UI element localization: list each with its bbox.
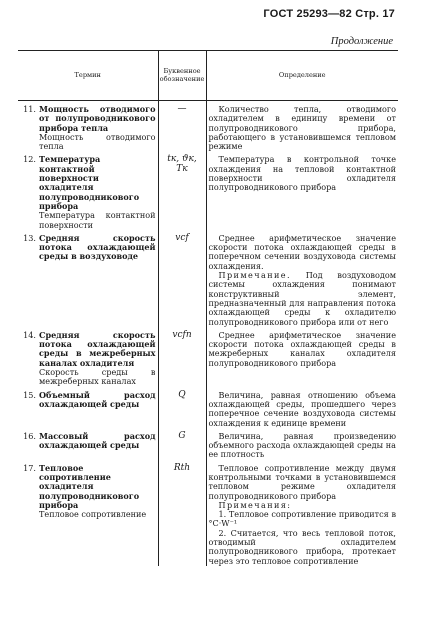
term-name: Объемный расход охлаждающей среды	[39, 389, 156, 409]
page-header: ГОСТ 25293—82 Стр. 17	[263, 8, 395, 20]
term-name: Тепловое сопротивление охладителя полупроводникового прибора	[39, 462, 140, 510]
table-row	[18, 234, 398, 327]
term-name: Массовый расход охлаждающей среды	[39, 430, 156, 451]
term-definition: Тепловое сопротивление между двумя контрольными точками в установившемся тепловом режиме охладителя полупроводникового прибора	[208, 462, 396, 501]
table-row	[18, 331, 398, 387]
term-synonym: Мощность отводимого тепла	[39, 131, 156, 152]
row-number: 13.	[23, 232, 36, 243]
term-symbol: vcfп	[158, 331, 206, 387]
row-number: 12.	[23, 154, 36, 165]
note-text: 2. Считается, что весь тепловой поток, отводимый охладителем полупроводникового прибора, протекает через это тепловое сопротивление	[208, 527, 396, 566]
term-definition: Количество тепла, отводимого охладителем в единицу времени от полупроводникового прибора, работающего в установившемся тепловом режиме	[208, 104, 396, 152]
row-number: 17.	[23, 462, 36, 473]
term-definition: Величина, равная отношению объема охлаждающей среды, прошедшего через поперечное сечение воздуховода системы охлаждения к единице времени	[208, 389, 396, 428]
continuation-label: Продолжение	[330, 36, 393, 47]
term-symbol: vcf	[158, 234, 206, 327]
term-synonym: Скорость среды в межреберных каналах	[39, 367, 156, 387]
column-header-term: Термин	[18, 51, 158, 101]
table-row	[18, 464, 398, 566]
note-title: Примечание.	[218, 270, 291, 281]
term-name: Мощность отводимого от полупроводникового прибора тепла	[39, 104, 156, 133]
row-number: 15.	[23, 389, 36, 400]
term-name: Средняя скорость потока охлаждающей среды в межреберных каналах охладителя	[39, 329, 156, 368]
term-definition: Среднее арифметическое значение скорости потока охлаждающей среды в межреберных каналах охладителя полупроводникового прибора	[208, 329, 396, 368]
note-text: Под воздуховодом системы охлаждения понимают конструктивный элемент, предназначенный для направления потока охлаждающей среды к охладителю полупроводникового прибора или от него	[208, 270, 396, 327]
term-definition: Величина, равная произведению объемного расхода охлаждающей среды на ее плотность	[208, 430, 396, 460]
row-number: 14.	[23, 329, 36, 340]
term-symbol: Q	[158, 391, 206, 428]
table-row	[18, 391, 398, 428]
table-row	[18, 432, 398, 460]
term-symbol: —	[158, 105, 206, 151]
term-name: Средняя скорость потока охлаждающей среды в воздуховоде	[39, 232, 156, 262]
term-synonym: Тепловое сопротивление	[39, 509, 147, 520]
term-definition: Среднее арифметическое значение скорости потока охлаждающей среды в поперечном сечении воздуховода системы охлаждения.	[208, 232, 396, 271]
table-row	[18, 105, 398, 151]
terms-table	[18, 50, 398, 566]
column-header-definition: Определение	[206, 51, 398, 101]
note-title: Примечания:	[218, 499, 292, 510]
row-number: 11.	[23, 104, 36, 114]
term-symbol: tк, ϑк, Tк	[158, 155, 206, 229]
term-definition: Температура в контрольной точке охлаждения на тепловой контактной поверхности охладителя полупроводникового прибора	[208, 154, 396, 193]
row-number: 16.	[23, 430, 36, 441]
table-row	[18, 155, 398, 229]
term-symbol: G	[158, 432, 206, 460]
term-synonym: Температура контактной поверхности	[39, 210, 156, 230]
note-text: 1. Тепловое сопротивление приводится в °C·W⁻¹	[208, 509, 396, 529]
term-name: Температура контактной поверхности охладителя полупроводникового прибора	[39, 154, 140, 211]
term-symbol: Rth	[158, 464, 206, 566]
column-header-symbol: Буквенное обозначение	[158, 51, 206, 101]
table-header-row	[18, 51, 398, 101]
